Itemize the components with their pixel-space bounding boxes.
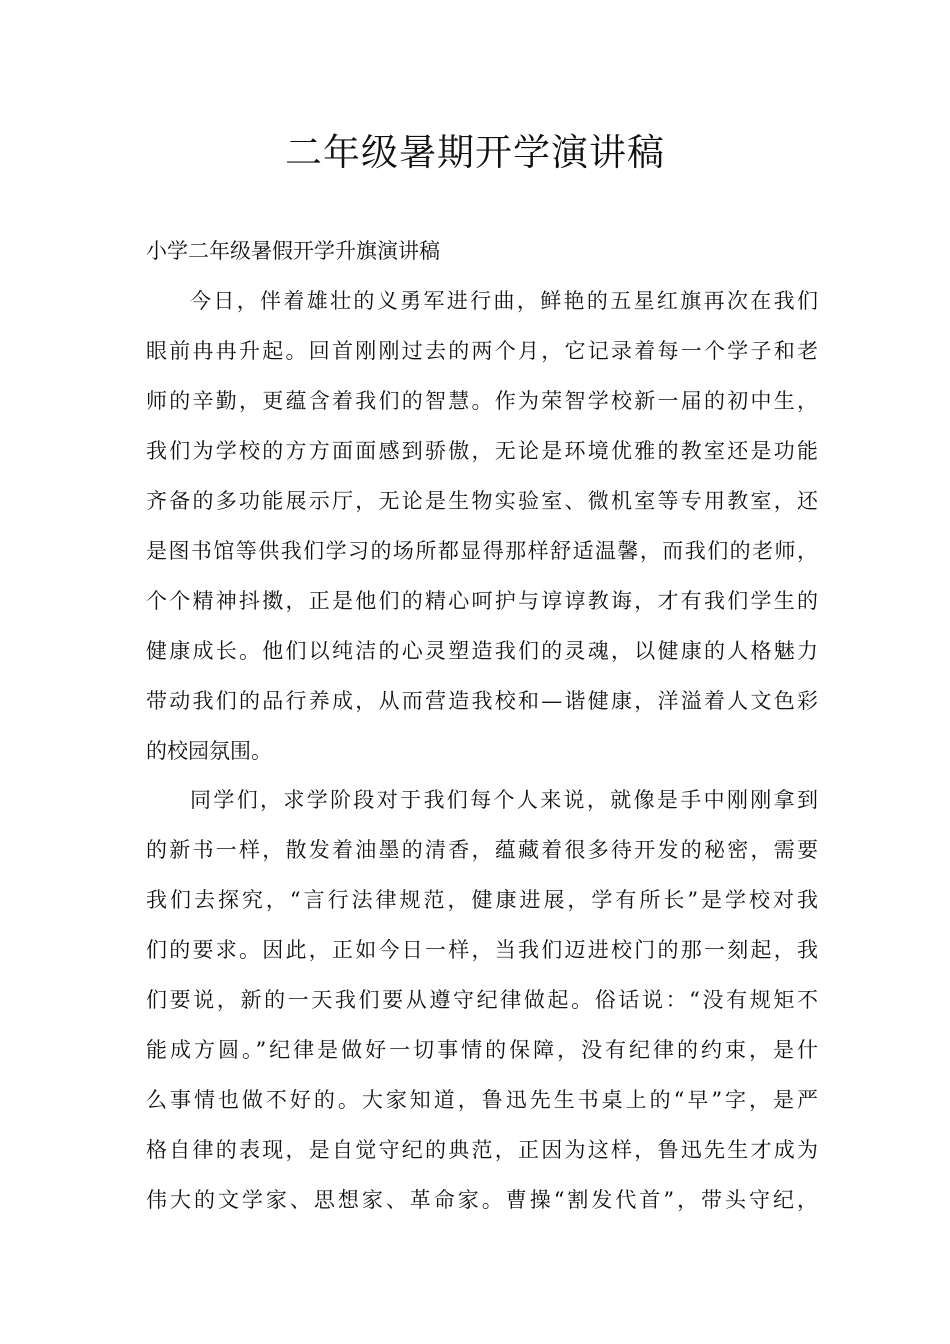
paragraph-line: 伟大的文学家、思想家、革命家。曹操“割发代首”，带头守纪， <box>146 1188 818 1212</box>
paragraph-line: 师的辛勤，更蕴含着我们的智慧。作为荣智学校新一届的初中生， <box>146 389 818 413</box>
paragraph-line: 么事情也做不好的。大家知道，鲁迅先生书桌上的“早”字，是严 <box>146 1088 818 1112</box>
paragraph-line: 健康成长。他们以纯洁的心灵塑造我们的灵魂，以健康的人格魅力 <box>146 639 818 663</box>
document-subtitle: 小学二年级暑假开学升旗演讲稿 <box>146 239 440 263</box>
paragraph-line: 今日，伴着雄壮的义勇军进行曲，鲜艳的五星红旗再次在我们 <box>190 289 818 313</box>
paragraph-line: 的新书一样，散发着油墨的清香，蕴藏着很多待开发的秘密，需要 <box>146 838 818 862</box>
paragraph-2 <box>146 783 818 1233</box>
document-title: 二年级暑期开学演讲稿 <box>285 131 665 174</box>
paragraph-line: 的校园氛围。 <box>146 739 272 763</box>
paragraph-line: 能成方圆。”纪律是做好一切事情的保障，没有纪律的约束，是什 <box>146 1038 818 1062</box>
paragraph-line: 是图书馆等供我们学习的场所都显得那样舒适温馨，而我们的老师， <box>146 539 818 563</box>
paragraph-1 <box>146 284 818 784</box>
paragraph-line: 个个精神抖擞，正是他们的精心呵护与谆谆教诲，才有我们学生的 <box>146 589 818 613</box>
paragraph-line: 同学们，求学阶段对于我们每个人来说，就像是手中刚刚拿到 <box>190 788 818 812</box>
paragraph-line: 格自律的表现，是自觉守纪的典范，正因为这样，鲁迅先生才成为 <box>146 1138 818 1162</box>
paragraph-line: 们要说，新的一天我们要从遵守纪律做起。俗话说：“没有规矩不 <box>146 988 818 1012</box>
paragraph-line: 们的要求。因此，正如今日一样，当我们迈进校门的那一刻起，我 <box>146 938 818 962</box>
paragraph-line: 我们为学校的方方面面感到骄傲，无论是环境优雅的教室还是功能 <box>146 439 818 463</box>
paragraph-line: 眼前冉冉升起。回首刚刚过去的两个月，它记录着每一个学子和老 <box>146 339 818 363</box>
paragraph-line: 齐备的多功能展示厅，无论是生物实验室、微机室等专用教室，还 <box>146 489 818 513</box>
paragraph-line: 带动我们的品行养成，从而营造我校和—谐健康，洋溢着人文色彩 <box>146 689 818 713</box>
paragraph-line: 我们去探究，“言行法律规范，健康进展，学有所长”是学校对我 <box>146 888 818 912</box>
